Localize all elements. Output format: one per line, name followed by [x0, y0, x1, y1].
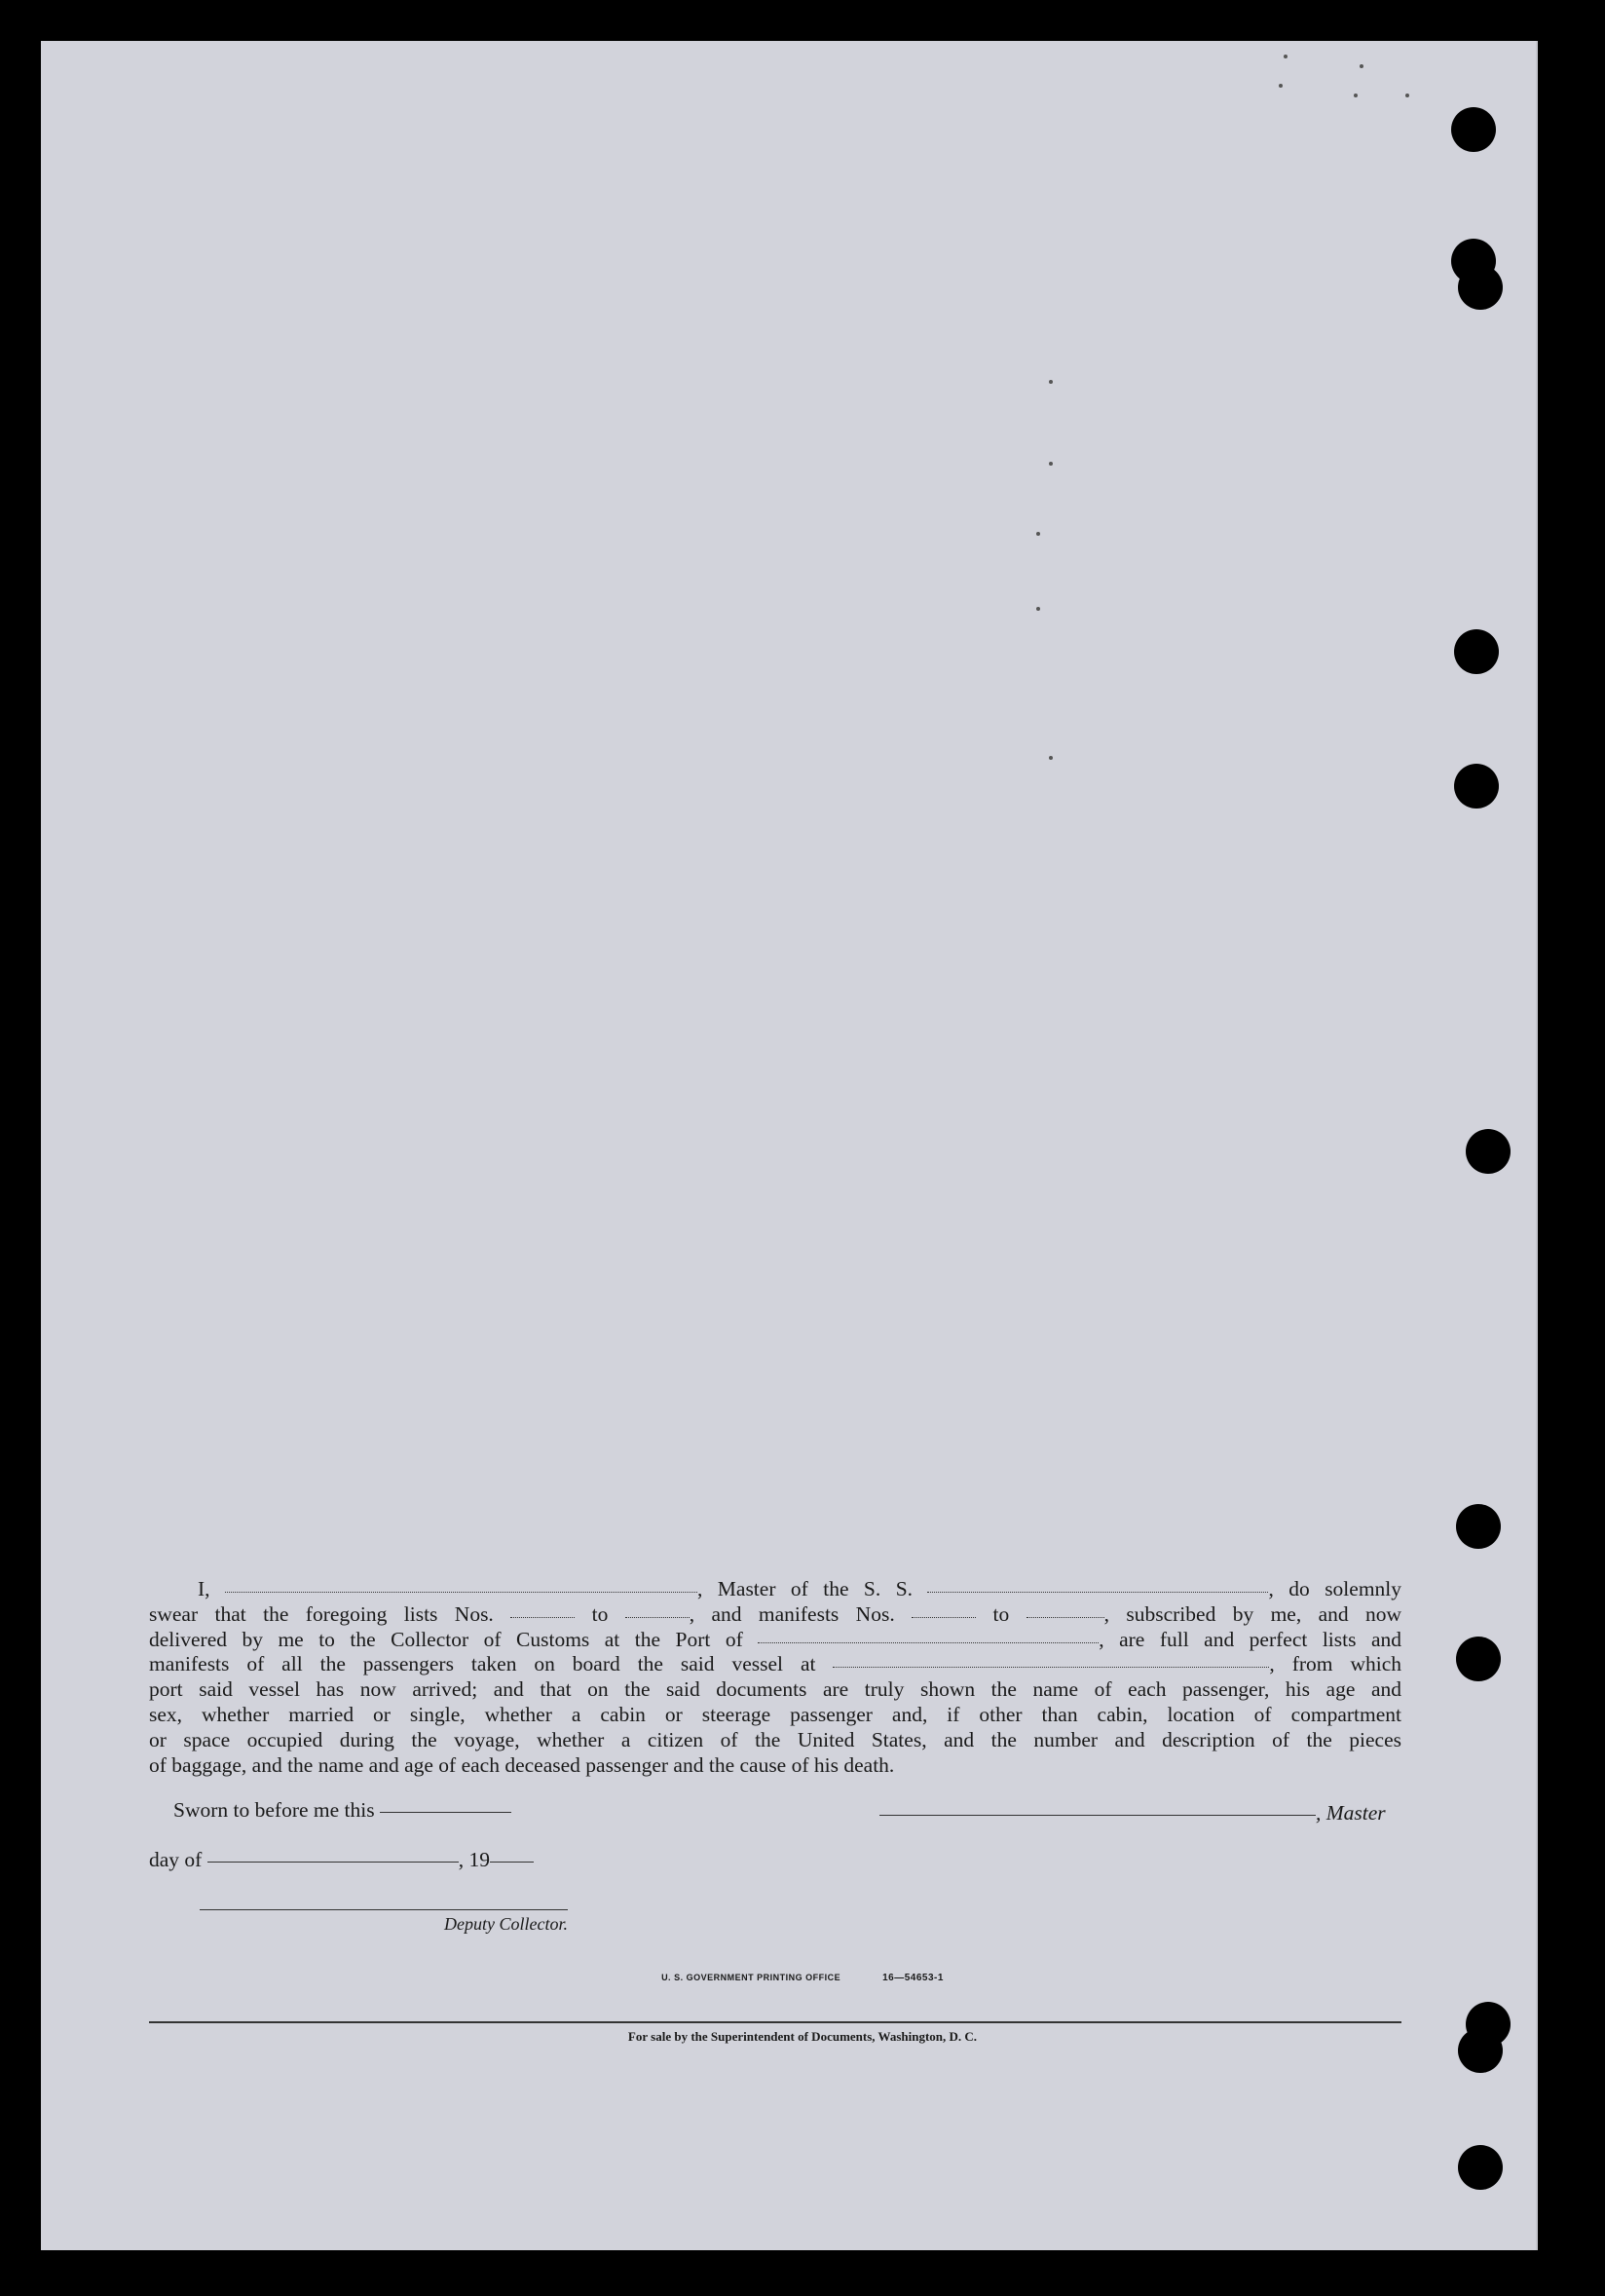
vessel-name-blank [927, 1591, 1268, 1593]
punch-hole [1456, 1637, 1501, 1681]
master-signature-row: , Master [879, 1801, 1386, 1826]
bottom-rule [149, 2021, 1401, 2023]
speck-mark [1049, 380, 1053, 384]
oath-line: delivered by me to the Collector of Customs at the Port of , are full and perfect lists and [149, 1627, 1402, 1651]
punch-hole [1454, 764, 1499, 809]
speck-mark [1284, 55, 1288, 58]
punch-hole [1466, 1129, 1511, 1174]
deputy-collector-signature: Deputy Collector. [200, 1909, 568, 1935]
punch-hole [1451, 107, 1496, 152]
punch-hole [1454, 629, 1499, 674]
speck-mark [1036, 532, 1040, 536]
printing-office-imprint: U. S. GOVERNMENT PRINTING OFFICE 16—54653-1 [661, 1973, 944, 1983]
port-blank [758, 1641, 1099, 1643]
oath-line: or space occupied during the voyage, whether a citizen of the United States, and the number and description of the pieces [149, 1727, 1401, 1751]
departure-port-blank [833, 1666, 1269, 1668]
master-name-blank [225, 1591, 697, 1593]
oath-paragraph [149, 1577, 1401, 1778]
punch-hole [1458, 265, 1503, 310]
sworn-day-blank [380, 1812, 511, 1813]
for-sale-notice: For sale by the Superintendent of Documents, Washington, D. C. [627, 2029, 978, 2044]
speck-mark [1405, 94, 1409, 97]
oath-line: of baggage, and the name and age of each deceased passenger and the cause of his death. [149, 1752, 895, 1777]
month-blank [207, 1862, 459, 1863]
oath-line: manifests of all the passengers taken on board the said vessel at , from which [149, 1652, 1401, 1676]
oath-line: sex, whether married or single, whether a cabin or steerage passenger and, if other than cabin, location of compartment [149, 1702, 1401, 1726]
list-from-blank [510, 1616, 575, 1618]
speck-mark [1049, 462, 1053, 466]
day-of-row: day of , 19 [149, 1848, 534, 1872]
speck-mark [1360, 64, 1363, 68]
speck-mark [1279, 84, 1283, 88]
punch-hole [1458, 2145, 1503, 2190]
speck-mark [1354, 94, 1358, 97]
manifest-to-blank [1026, 1616, 1104, 1618]
master-signature-blank [879, 1815, 1316, 1816]
punch-hole [1456, 1504, 1501, 1549]
list-to-blank [625, 1616, 690, 1618]
year-blank [490, 1862, 534, 1863]
oath-line: port said vessel has now arrived; and that on the said documents are truly shown the name of each passenger, his age and [149, 1677, 1401, 1702]
sworn-row: Sworn to before me this [173, 1798, 511, 1823]
speck-mark [1036, 607, 1040, 611]
oath-line: I, , Master of the S. S. , do solemnly [198, 1577, 1402, 1600]
speck-mark [1049, 756, 1053, 760]
oath-line: swear that the foregoing lists Nos. to , and manifests Nos. to , subscribed by me, and now [149, 1601, 1402, 1626]
manifest-from-blank [912, 1616, 976, 1618]
